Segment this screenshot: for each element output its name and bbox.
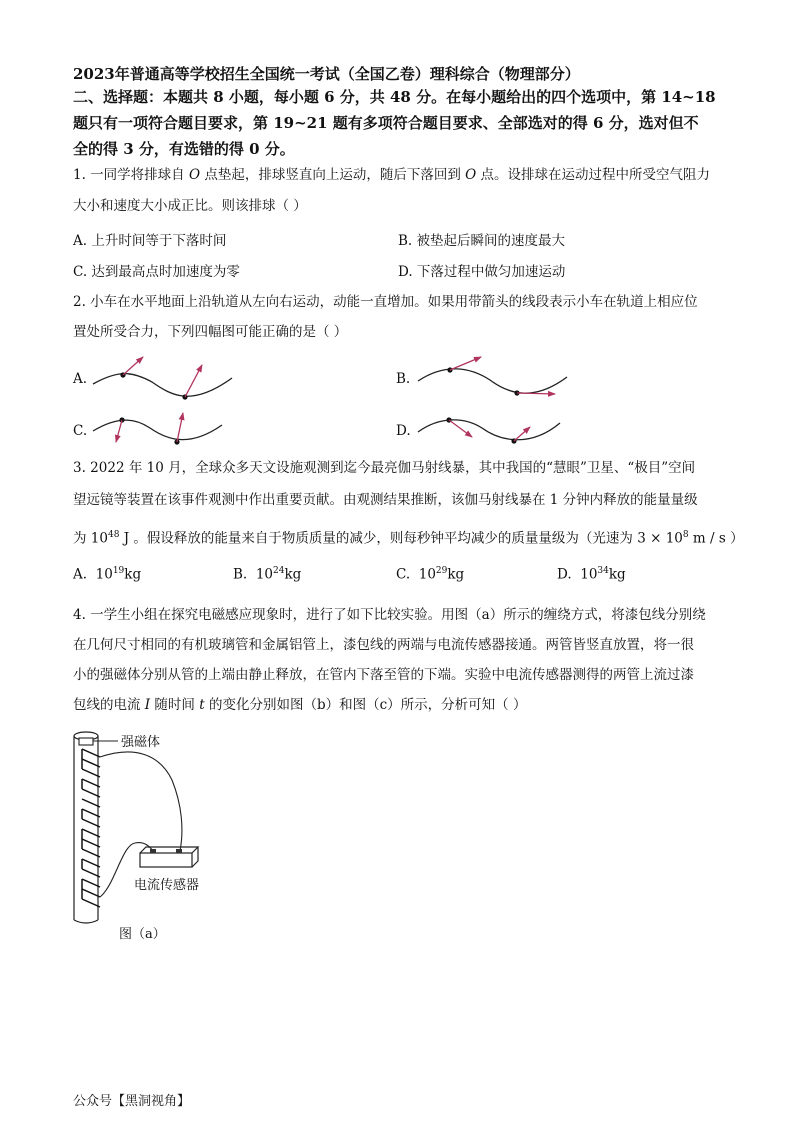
section-line-3: 全的得 3 分，有选错的得 0 分。	[73, 140, 295, 158]
q2-diagram-a	[93, 357, 232, 400]
tube-bottom	[74, 920, 98, 923]
q1-option-d: D. 下落过程中做匀加速运动	[398, 264, 566, 280]
q1-line-1: 1. 一同学将排球自 O 点垫起，排球竖直向上运动，随后下落回到 O 点。设排球在运动过程中所受空气阻力	[73, 167, 711, 183]
figure-a-apparatus	[60, 725, 260, 940]
q3-option-d: D. $10^{34}kg$	[557, 566, 626, 583]
q2-label-a: A.	[73, 371, 88, 387]
track-d	[418, 420, 560, 440]
q2-diagram-d	[418, 417, 560, 443]
q2-label-b: B.	[396, 371, 411, 387]
force-arrow-d-1	[449, 420, 472, 437]
coil-windings	[82, 749, 100, 907]
q3-line-3: 为 $10^{48}$ J 。假设释放的能量来自于物质质量的减少，则每秒钟平均减少的质量量级为（光速为 $3 \times 10^8$ m / s ）	[73, 530, 744, 547]
q4-line-3: 小的强磁体分别从管的上端由静止释放，在管内下落至管的下端。实验中电流传感器测得的两管上流过漆	[73, 667, 694, 683]
force-arrow-b-2	[517, 393, 555, 394]
q1-option-c: C. 达到最高点时加速度为零	[73, 264, 240, 280]
q1-option-a: A. 上升时间等于下落时间	[73, 233, 227, 249]
figure-a-caption: 图（a）	[119, 927, 166, 942]
q3-option-c: C. $10^{29}kg$	[396, 566, 465, 583]
sensor-terminal-left	[150, 849, 156, 853]
track-c	[93, 420, 222, 440]
page-title: 2023年普通高等学校招生全国统一考试（全国乙卷）理科综合（物理部分）	[73, 65, 580, 83]
sensor-terminal-right	[176, 849, 182, 853]
q2-diagram-c	[93, 413, 222, 445]
q4-line-1: 4. 一学生小组在探究电磁感应现象时，进行了如下比较实验。用图（a）所示的缠绕方式，将漆包线分别绕	[73, 607, 706, 623]
force-arrow-a-1	[123, 357, 143, 375]
sensor-label: 电流传感器	[134, 878, 200, 893]
q2-diagram-b	[418, 357, 567, 396]
force-arrow-c-2	[177, 413, 183, 442]
track-a	[93, 374, 232, 397]
magnet-label: 强磁体	[121, 735, 161, 750]
force-arrow-b-1	[450, 357, 481, 370]
force-arrow-a-2	[185, 365, 202, 397]
q2-label-d: D.	[396, 423, 411, 439]
q2-label-c: C.	[73, 423, 88, 439]
q3-line-2: 望远镜等装置在该事件观测中作出重要贡献。由观测结果推断，该伽马射线暴在 1 分钟内释放的能量量级	[73, 492, 698, 508]
footer-source: 公众号【黑洞视角】	[73, 1094, 191, 1109]
q2-line-1: 2. 小车在水平地面上沿轨道从左向右运动，动能一直增加。如果用带箭头的线段表示小车在轨道上相应位	[73, 294, 698, 310]
force-arrow-c-1	[116, 420, 122, 442]
current-sensor-icon	[140, 853, 192, 867]
q3-line-1: 3. 2022 年 10 月，全球众多天文设施观测到迄今最亮伽马射线暴，其中我国的“慧眼”卫星、“极目”空间	[73, 460, 696, 476]
q4-line-4: 包线的电流 I 随时间 t 的变化分别如图（b）和图（c）所示，分析可知（ ）	[73, 697, 527, 713]
q4-line-2: 在几何尺寸相同的有机玻璃管和金属铝管上，漆包线的两端与电流传感器接通。两管皆竖直放置，将一很	[73, 637, 694, 653]
section-line-2: 题只有一项符合题目要求，第 19~21 题有多项符合题目要求、全部选对的得 6 分，选对但不	[73, 114, 699, 132]
lead-wire-top	[100, 752, 182, 851]
q3-option-b: B. $10^{24}kg$	[233, 566, 302, 583]
q2-line-2: 置处所受合力，下列四幅图可能正确的是（ ）	[73, 324, 348, 340]
section-line-1: 二、选择题：本题共 8 小题，每小题 6 分，共 48 分。在每小题给出的四个选项中，第 14~18	[73, 88, 716, 106]
q3-option-a: A. $10^{19}kg$	[73, 566, 142, 583]
track-b	[418, 369, 567, 393]
q1-line-2: 大小和速度大小成正比。则该排球（ ）	[73, 198, 307, 214]
q1-option-b: B. 被垫起后瞬间的速度最大	[398, 233, 566, 249]
magnet-icon	[79, 738, 93, 745]
